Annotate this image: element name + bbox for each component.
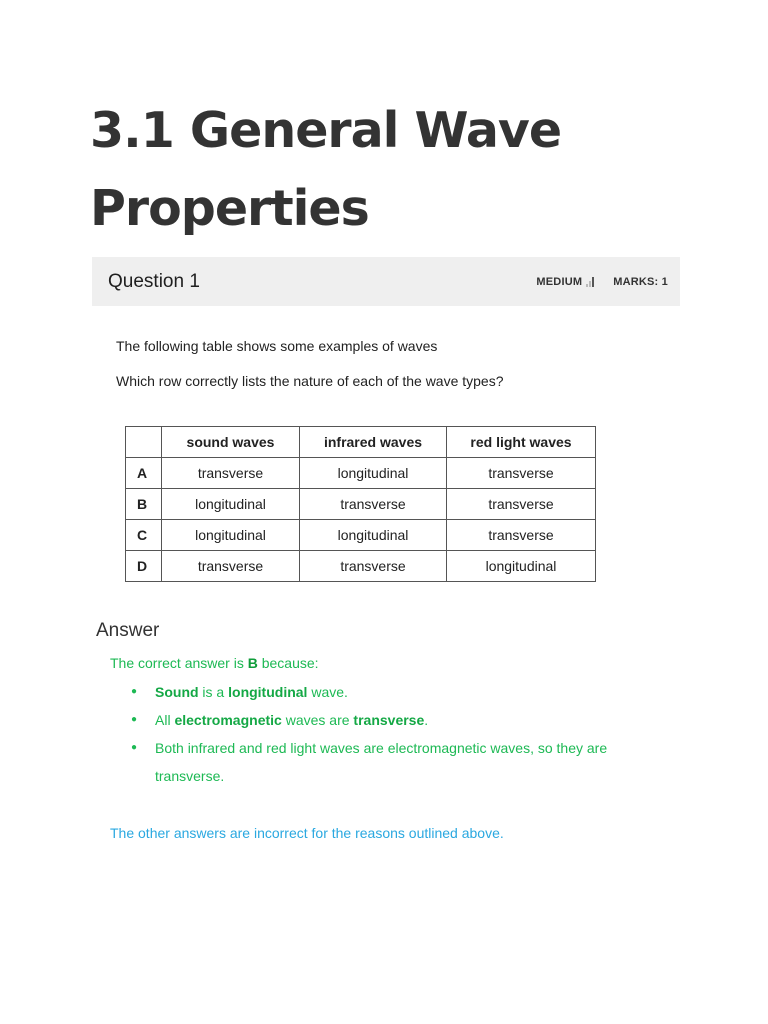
row-letter: C bbox=[126, 520, 162, 551]
question-meta bbox=[536, 276, 668, 288]
table-header-cell: sound waves bbox=[162, 427, 300, 458]
table-cell: transverse bbox=[300, 551, 447, 582]
table-cell: transverse bbox=[300, 489, 447, 520]
table-row bbox=[126, 520, 596, 551]
question-prompt: Which row correctly lists the nature of each of the wave types? bbox=[116, 373, 504, 389]
difficulty-badge bbox=[536, 276, 595, 288]
signal-bars-icon bbox=[586, 277, 595, 287]
difficulty-label: MEDIUM bbox=[536, 275, 583, 288]
question-label: Question 1 bbox=[108, 270, 200, 292]
question-header bbox=[92, 257, 680, 306]
table-cell: longitudinal bbox=[300, 458, 447, 489]
other-answers-note: The other answers are incorrect for the reasons outlined above. bbox=[110, 825, 504, 841]
table-cell: longitudinal bbox=[162, 489, 300, 520]
table-cell: longitudinal bbox=[447, 551, 596, 582]
text-segment: wave. bbox=[307, 684, 348, 700]
answer-heading: Answer bbox=[96, 620, 160, 641]
bold-term: longitudinal bbox=[228, 684, 308, 700]
answer-intro bbox=[110, 655, 319, 671]
list-item bbox=[110, 734, 670, 790]
answer-intro-suffix: because: bbox=[257, 655, 319, 671]
marks-label: MARKS: 1 bbox=[613, 275, 668, 288]
table-cell: transverse bbox=[162, 551, 300, 582]
bold-term: Sound bbox=[155, 684, 199, 700]
text-segment: is a bbox=[198, 684, 229, 700]
table-header-cell bbox=[126, 427, 162, 458]
table-row bbox=[126, 489, 596, 520]
table-cell: transverse bbox=[447, 489, 596, 520]
row-letter: A bbox=[126, 458, 162, 489]
text-segment: Both infrared and red light waves are electromagnetic waves, so they are transverse. bbox=[155, 740, 608, 784]
page-title: 3.1 General Wave Properties bbox=[90, 102, 562, 237]
table-row bbox=[126, 551, 596, 582]
text-segment: . bbox=[424, 712, 429, 728]
row-letter: B bbox=[126, 489, 162, 520]
text-segment: waves are bbox=[281, 712, 354, 728]
bold-term: electromagnetic bbox=[174, 712, 282, 728]
list-item bbox=[110, 678, 670, 706]
answer-reasons-list bbox=[110, 678, 670, 790]
answer-intro-prefix: The correct answer is bbox=[110, 655, 248, 671]
bold-term: transverse bbox=[353, 712, 425, 728]
question-intro: The following table shows some examples of waves bbox=[116, 338, 438, 354]
table-header-cell: red light waves bbox=[447, 427, 596, 458]
list-item bbox=[110, 706, 670, 734]
table-cell: transverse bbox=[447, 458, 596, 489]
table-header-cell: infrared waves bbox=[300, 427, 447, 458]
table-cell: transverse bbox=[162, 458, 300, 489]
table-row bbox=[126, 458, 596, 489]
table-header-row bbox=[126, 427, 596, 458]
table-cell: longitudinal bbox=[300, 520, 447, 551]
text-segment: All bbox=[155, 712, 175, 728]
correct-option: B bbox=[247, 655, 258, 671]
table-cell: longitudinal bbox=[162, 520, 300, 551]
table-cell: transverse bbox=[447, 520, 596, 551]
row-letter: D bbox=[126, 551, 162, 582]
wave-options-table bbox=[125, 426, 596, 582]
